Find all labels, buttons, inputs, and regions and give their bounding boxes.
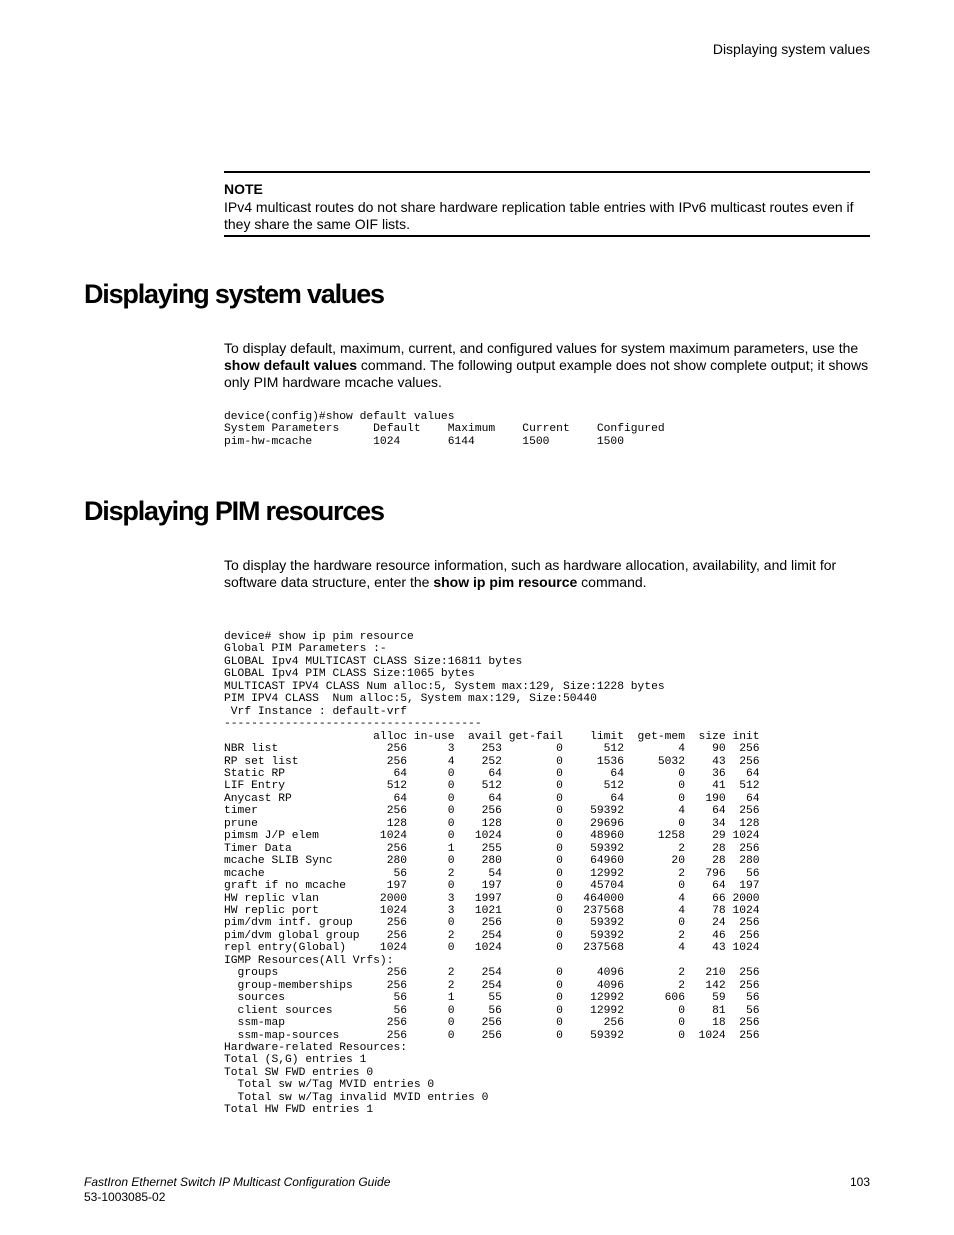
note-title: NOTE	[224, 181, 263, 197]
code-block-show-default-values: device(config)#show default values System Parameters Default Maximum Current Configured pim-hw-mcache 1024 6144 1500 1500	[224, 411, 665, 448]
section-paragraph-system-values	[224, 340, 870, 391]
paragraph-text: command. The following output example does not show complete output; it shows only PIM hardware mcache values.	[224, 357, 869, 390]
footer	[84, 1175, 390, 1205]
code-block-show-ip-pim-resource: device# show ip pim resource Global PIM Parameters :- GLOBAL Ipv4 MULTICAST CLASS Size:16811 bytes GLOBAL Ipv4 PIM CLASS Size:1065 bytes MULTICAST IPV4 CLASS Num alloc:5, System max:129, Size:1228 bytes PIM IPV4 CLASS Num alloc:5, System max:129, Size:50440 Vrf Instance : default-vrf -------------------------------------- alloc in-use avail get-fail limit get-mem size init NBR list 256 3 253 0 512 4 90 256 RP set list 256 4 252 0 1536 5032 43 256 Static RP 64 0 64 0 64 0 36 64 LIF Entry 512 0 512 0 512 0 41 512 Anycast RP 64 0 64 0 64 0 190 64 timer 256 0 256 0 59392 4 64 256 prune 128 0 128 0 29696 0 34 128 pimsm J/P elem 1024 0 1024 0 48960 1258 29 1024 Timer Data 256 1 255 0 59392 2 28 256 mcache SLIB Sync 280 0 280 0 64960 20 28 280 mcache 56 2 54 0 12992 2 796 56 graft if no mcache 197 0 197 0 45704 0 64 197 HW replic vlan 2000 3 1997 0 464000 4 66 2000 HW replic port 1024 3 1021 0 237568 4 78 1024 pim/dvm intf. group 256 0 256 0 59392 0 24 256 pim/dvm global group 256 2 254 0 59392 2 46 256 repl entry(Global) 1024 0 1024 0 237568 4 43 1024 IGMP Resources(All Vrfs): groups 256 2 254 0 4096 2 210 256 group-memberships 256 2 254 0 4096 2 142 256 sources 56 1 55 0 12992 606 59 56 client sources 56 0 56 0 12992 0 81 56 ssm-map 256 0 256 0 256 0 18 256 ssm-map-sources 256 0 256 0 59392 0 1024 256 Hardware-related Resources: Total (S,G) entries 1 Total SW FWD entries 0 Total sw w/Tag MVID entries 0 Total sw w/Tag invalid MVID entries 0 Total HW FWD entries 1	[224, 631, 760, 1117]
command-name: show default values	[224, 357, 358, 373]
page-number: 103	[849, 1175, 870, 1189]
paragraph-text: To display the hardware resource information, such as hardware allocation, availability, and limit for software data structure, enter the	[224, 557, 837, 590]
running-header: Displaying system values	[712, 41, 870, 57]
footer-doc-number: 53-1003085-02	[84, 1190, 166, 1204]
section-heading-system-values: Displaying system values	[84, 279, 384, 309]
note-text: IPv4 multicast routes do not share hardware replication table entries with IPv6 multicast routes even if they share the same OIF lists.	[224, 199, 854, 232]
paragraph-text: To display default, maximum, current, and configured values for system maximum parameters, use the	[224, 340, 859, 356]
paragraph-text: command.	[577, 574, 647, 590]
section-heading-pim-resources: Displaying PIM resources	[84, 496, 384, 526]
footer-guide-title: FastIron Ethernet Switch IP Multicast Configuration Guide	[84, 1175, 391, 1189]
note-box	[224, 171, 870, 237]
section-paragraph-pim-resources	[224, 557, 870, 591]
command-name: show ip pim resource	[433, 574, 578, 590]
